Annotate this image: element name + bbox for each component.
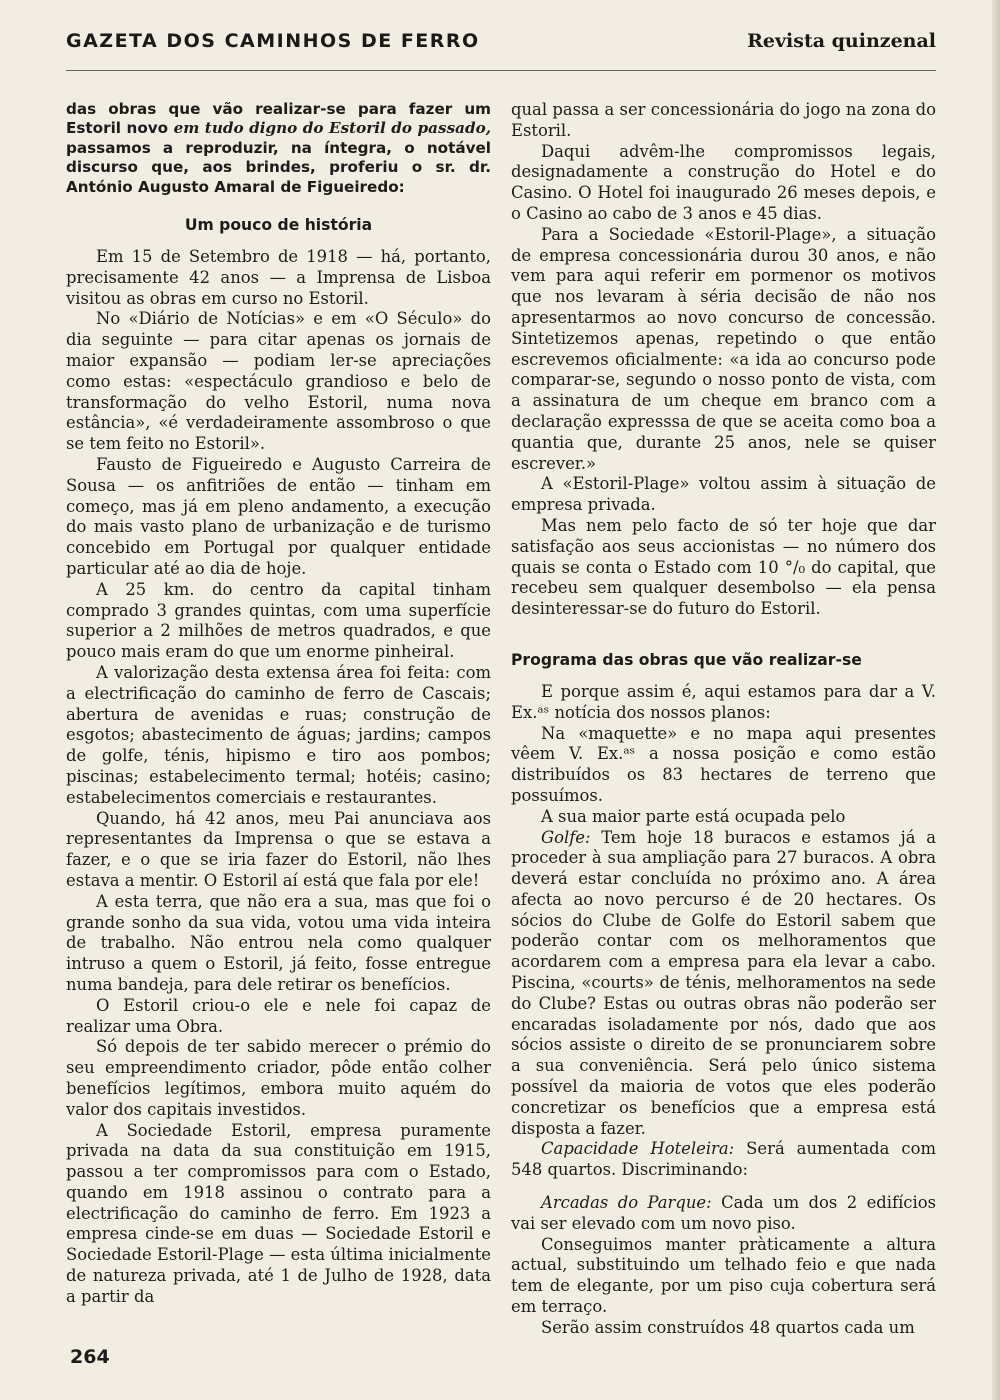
paragraph: A sua maior parte está ocupada pelo	[541, 806, 846, 826]
paragraph-continued: qual passa a ser concessionária do jogo na zona do Estoril.	[511, 100, 936, 140]
paragraph-arcadas	[511, 1193, 936, 1235]
paragraph-golfe	[511, 828, 936, 1140]
intro-text-emphasis: em tudo digno do Estoril do passado,	[173, 119, 491, 138]
paragraph: E porque assim é, aqui estamos para dar a V. Ex.ᵃˢ notícia dos nossos planos:	[511, 681, 936, 722]
running-head	[66, 30, 936, 62]
section-heading-historia: Um pouco de história	[184, 216, 373, 235]
text-capacidade: Será aumentada com 548 quartos. Discriminando:	[511, 1139, 936, 1180]
paragraph: A esta terra, que não era a sua, mas que foi o grande sonho da sua vida, votou uma vida inteira de trabalho. Não entrou nela como qualquer intruso a quem o Estoril, já feito, fosse entregue numa bandeja, para dele retirar os benefícios.	[66, 891, 491, 994]
journal-title: GAZETA DOS CAMINHOS DE FERRO	[66, 30, 480, 52]
paragraph: Mas nem pelo facto de só ter hoje que dar satisfação aos seus accionistas — no número dos quais se conta o Estado com 10 °/₀ do capital, que recebeu sem qualquer desembolso — ela pensa desinteressar-se do futuro do Estoril.	[511, 515, 936, 619]
spacer	[511, 620, 936, 632]
paragraph: A Sociedade Estoril, empresa puramente privada na data da sua constituição em 1915, passou a ter compromissos para com o Estado, quando em 1918 assinou o contrato para a electrificação do caminho de ferro. Em 1923 a empresa cinde-se em duas — Sociedade Estoril e Sociedade Estoril-Plage — esta última inicialmente de natureza privada, até 1 de Julho de 1928, data a partir da	[66, 1120, 492, 1306]
paragraph: Conseguimos manter pràticamente a altura actual, substituindo um telhado feio e que nada tem de elegante, por um piso cuja cobertura será em terraço.	[511, 1234, 936, 1317]
paragraph: Serão assim construídos 48 quartos cada um	[541, 1317, 915, 1337]
spacer	[511, 1181, 936, 1193]
label-arcadas: Arcadas do Parque:	[541, 1193, 712, 1213]
paragraph: Daqui advêm-lhe compromissos legais, designadamente a construção do Hotel e do Casino. O Hotel foi inaugurado 26 meses depois, e o Casino ao cabo de 3 anos e 45 dias.	[511, 141, 936, 223]
paragraph: A valorização desta extensa área foi feita: com a electrificação do caminho de ferro de Cascais; abertura de avenidas e ruas; construção de esgotos; abastecimento de águas; jardins; campos de golfe, ténis, hipismo e tiro aos pombos; piscinas; estabelecimento termal; hotéis; casino; estabelecimentos comerciais e restaurantes.	[66, 662, 491, 807]
journal-subtitle: Revista quinzenal	[747, 30, 936, 52]
text-arcadas: Cada um dos 2 edifícios vai ser elevado com um novo piso.	[511, 1193, 937, 1233]
left-column	[66, 100, 491, 1308]
paragraph-capacidade	[511, 1139, 936, 1181]
intro-paragraph	[66, 100, 491, 197]
paragraph: Na «maquette» e no mapa aqui presentes vêem V. Ex.ᵃˢ a nossa posição e como estão distribuídos os 83 hectares de terreno que possuímos.	[511, 723, 936, 805]
paragraph: Para a Sociedade «Estoril-Plage», a situação de empresa concessionária durou 30 anos, e não vem para aqui referir em pormenor os motivos que nos levaram à séria decisão de não nos apresentarmos ao novo concurso de concessão. Sintetizemos apenas, repetindo o que então escrevemos oficialmente: «a ida ao concurso pode comparar-se, segundo o nosso ponto de vista, com a assinatura de um cheque em branco com a declaração expresssa de que se aceita como boa a quantia que, durante 25 anos, nele se quiser escrever.»	[511, 224, 936, 473]
paragraph: Fausto de Figueiredo e Augusto Carreira de Sousa — os anfitriões de então — tinham em começo, mas já em pleno andamento, a execução do mais vasto plano de urbanização e de turismo concebido em Portugal por qualquer entidade particular até ao dia de hoje.	[66, 455, 491, 578]
text-golfe: Tem hoje 18 buracos e estamos já a proceder à sua ampliação para 27 buracos. A obra deverá estar concluída no próximo ano. A área afecta ao novo percurso é de 20 hectares. Os sócios do Clube de Golfe do Estoril sabem que poderão contar com os melhoramentos que acordarem com a empresa para ela levar a cabo. Piscina, «courts» de ténis, melhoramentos na sede do Clube? Estas ou outras obras não poderão ser encaradas isoladamente por nós, dado que aos sócios assiste o direito de se pronunciarem sobre a sua conveniência. Será pelo único sistema possível da maioria de votos que eles poderão concretizar os benefícios que a empresa está disposta a fazer.	[511, 827, 936, 1138]
label-capacidade: Capacidade Hoteleira:	[541, 1139, 735, 1159]
page-number: 264	[70, 1346, 110, 1368]
paragraph: A «Estoril-Plage» voltou assim à situação de empresa privada.	[511, 474, 936, 515]
header-rule	[66, 70, 936, 71]
paragraph: No «Diário de Notícias» e em «O Século» do dia seguinte — para citar apenas os jornais de maior expansão — podiam ler-se apreciações como estas: «espectáculo grandioso e belo de transformação do velho Estoril, numa nova estância», «é verdadeiramente assombroso o que se tem feito no Estoril».	[66, 309, 491, 454]
paragraph: A 25 km. do centro da capital tinham comprado 3 grandes quintas, com uma superfície superior a 2 milhões de metros quadrados, e que pouco mais eram do que um enorme pinheiral.	[66, 579, 491, 662]
section-heading-programa: Programa das obras que vão realizar-se	[511, 650, 862, 669]
paragraph: Quando, há 42 anos, meu Pai anunciava aos representantes da Imprensa o que se estava a fazer, e o que se iria fazer do Estoril, não lhes estava a mentir. O Estoril aí está que fala por ele!	[66, 808, 491, 890]
page-edge	[992, 0, 1000, 1400]
intro-text-c: passamos a reproduzir, na íntegra, o notável discurso que, aos brindes, proferiu o sr. dr. António Augusto Amaral de Figueiredo:	[66, 138, 491, 196]
right-column	[511, 100, 936, 1339]
label-golfe: Golfe:	[541, 827, 591, 847]
paragraph: Só depois de ter sabido merecer o prémio do seu empreendimento criador, pôde então colher benefícios legítimos, embora muito aquém do valor dos capitais investidos.	[66, 1037, 491, 1119]
paragraph: Em 15 de Setembro de 1918 — há, portanto, precisamente 42 anos — a Imprensa de Lisboa visitou as obras em curso no Estoril.	[66, 247, 491, 308]
paragraph: O Estoril criou-o ele e nele foi capaz de realizar uma Obra.	[66, 995, 491, 1036]
intro-text-a: das obras que vão realizar-se para fazer um Estoril novo	[66, 100, 491, 138]
